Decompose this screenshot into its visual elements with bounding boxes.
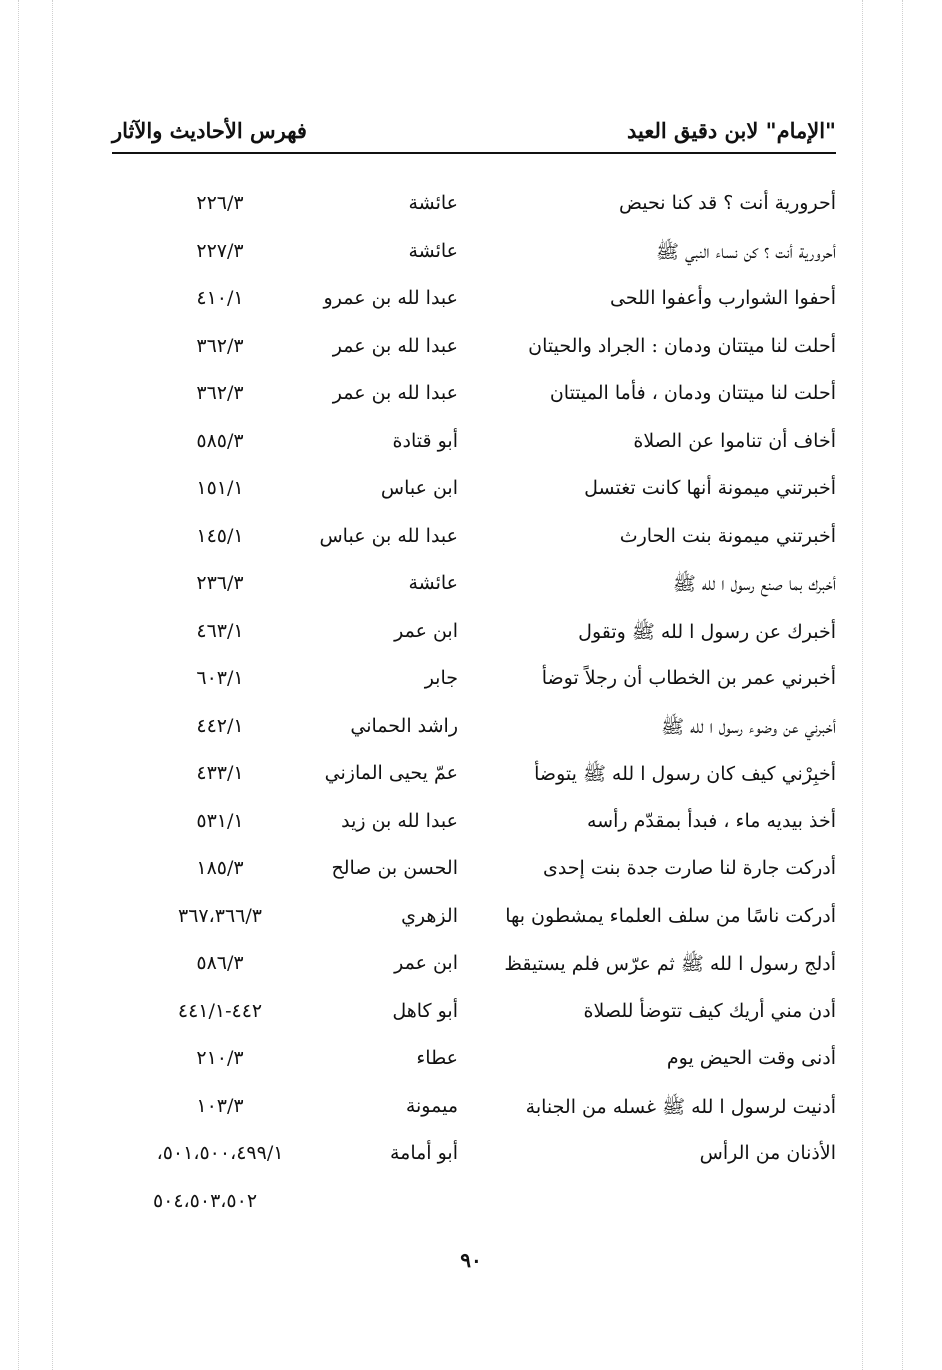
narrator: جابر [424,667,458,689]
hadith-text: أدلج رسول ا لله ﷺ ثم عرّس فلم يستيقظ [504,953,836,975]
volume-page-reference: ١٨٥/٣ [196,857,244,879]
volume-page-reference: ٤٦٣/١ [196,619,244,642]
narrator: ابن عباس [380,477,458,499]
scan-artifact-line [902,0,903,1370]
index-entry [112,853,836,901]
index-entry [112,283,836,331]
index-entry [112,806,836,854]
volume-page-reference: ٥٨٥/٣ [196,429,244,452]
hadith-text: أحلت لنا ميتتان ودمان : الجراد والحيتان [528,334,836,357]
hadith-text: أدركت جارة لنا صارت جدة بنت إحدى [542,857,836,879]
narrator: أبو قتادة [392,429,458,452]
volume-page-reference: ٤٤٢-٤٤١/١ [177,999,263,1022]
index-entry [112,521,836,569]
index-entry [112,1091,836,1139]
scan-artifact-line [862,0,863,1370]
volume-page-reference: ١٥١/١ [196,477,244,499]
index-entry [112,711,836,759]
index-entry [112,1138,836,1186]
hadith-text: أخبرتني ميمونة بنت الحارث [619,524,836,547]
narrator: أبو كاهل [392,999,458,1022]
hadith-text: أخبرتني ميمونة أنها كانت تغتسل [584,477,836,499]
hadith-index-list [112,188,836,1230]
narrator: عطاء [416,1047,458,1069]
volume-page-reference: ٤١٠/١ [196,287,244,309]
volume-page-reference: ٥٠٤،٥٠٣،٥٠٢ [152,1189,258,1212]
hadith-text: أدنى وقت الحيض يوم [666,1047,836,1069]
narrator: عائشة [408,239,458,262]
narrator: عبدا لله بن عمر [332,334,458,357]
narrator: أبو أمامة [389,1142,458,1164]
scan-artifact-line [18,0,19,1370]
narrator: عبدا لله بن زيد [341,809,458,832]
volume-page-reference: ٢٢٦/٣ [196,192,244,214]
volume-page-reference: ٣٦٢/٣ [196,334,244,357]
index-entry [112,188,836,236]
index-entry [112,568,836,616]
narrator: ابن عمر [394,619,458,642]
hadith-text: أحفوا الشوارب وأعفوا اللحى [610,287,836,309]
index-entry [112,236,836,284]
index-entry [112,948,836,996]
narrator: ميمونة [405,1094,458,1117]
index-entry [112,616,836,664]
index-entry [112,663,836,711]
section-title: فهرس الأحاديث والآثار [112,118,307,143]
page-number: ٩٠ [460,1248,482,1272]
narrator: عبدا لله بن عباس [319,524,458,547]
reference-continuation [112,1186,836,1230]
hadith-text: أدن مني أريك كيف تتوضأ للصلاة [583,999,836,1022]
index-entry [112,378,836,426]
hadith-text: أخذ بيديه ماء ، فبدأ بمقدّم رأسه [587,809,836,832]
narrator: الحسن بن صالح [331,857,458,879]
volume-page-reference: ،٥٠١،٥٠٠،٤٩٩/١ [156,1142,284,1164]
hadith-text: أحرورية أنت ؟ قد كنا نحيض [618,192,836,214]
volume-page-reference: ١٤٥/١ [196,524,244,547]
hadith-text: أخاف أن تناموا عن الصلاة [633,429,836,452]
volume-page-reference: ٣٦٧،٣٦٦/٣ [178,904,262,927]
hadith-text: أحرورية أنت ؟ كن نساء النبي ﷺ [655,240,836,263]
index-entry [112,901,836,949]
narrator: عبدا لله بن عمرو [323,287,458,309]
hadith-text: أخبرك بما صنع رسول ا لله ﷺ [672,573,836,595]
narrator: عائشة [408,572,458,594]
volume-page-reference: ٢١٠/٣ [196,1047,244,1069]
hadith-text: أدركت ناسًا من سلف العلماء يمشطون بها [505,904,836,927]
index-entry [112,996,836,1044]
volume-page-reference: ٥٣١/١ [196,809,244,832]
volume-page-reference: ٦٠٣/١ [196,667,244,689]
narrator: عمّ يحيى المازني [324,762,458,784]
volume-page-reference: ١٠٣/٣ [196,1094,244,1117]
hadith-text: أخبِرْني كيف كان رسول ا لله ﷺ يتوضأ [534,763,836,785]
hadith-text: أخبرني عمر بن الخطاب أن رجلاً توضأ [541,667,836,689]
hadith-text: أخبرني عن وضوء رسول ا لله ﷺ [661,715,836,738]
hadith-text: أحلت لنا ميتتان ودمان ، فأما الميتتان [549,382,836,404]
scan-artifact-line [52,0,53,1370]
narrator: الزهري [401,904,458,927]
index-entry [112,1043,836,1091]
header-divider [112,152,836,154]
book-title: "الإمام" لابن دقيق العيد [626,118,836,143]
index-entry [112,473,836,521]
index-entry [112,426,836,474]
volume-page-reference: ٢٢٧/٣ [196,239,244,262]
narrator: عبدا لله بن عمر [332,382,458,404]
volume-page-reference: ٤٤٢/١ [196,714,244,737]
narrator: عائشة [408,192,458,214]
index-entry [112,331,836,379]
index-entry [112,758,836,806]
narrator: ابن عمر [394,952,458,974]
volume-page-reference: ٣٦٢/٣ [196,382,244,404]
hadith-text: الأذنان من الرأس [699,1142,836,1164]
volume-page-reference: ٥٨٦/٣ [196,952,244,974]
hadith-text: أخبرك عن رسول ا لله ﷺ وتقول [578,620,836,643]
volume-page-reference: ٢٣٦/٣ [196,572,244,594]
hadith-text: أدنيت لرسول ا لله ﷺ غسله من الجنابة [525,1095,836,1118]
volume-page-reference: ٤٣٣/١ [196,762,244,784]
narrator: راشد الحماني [350,714,458,737]
